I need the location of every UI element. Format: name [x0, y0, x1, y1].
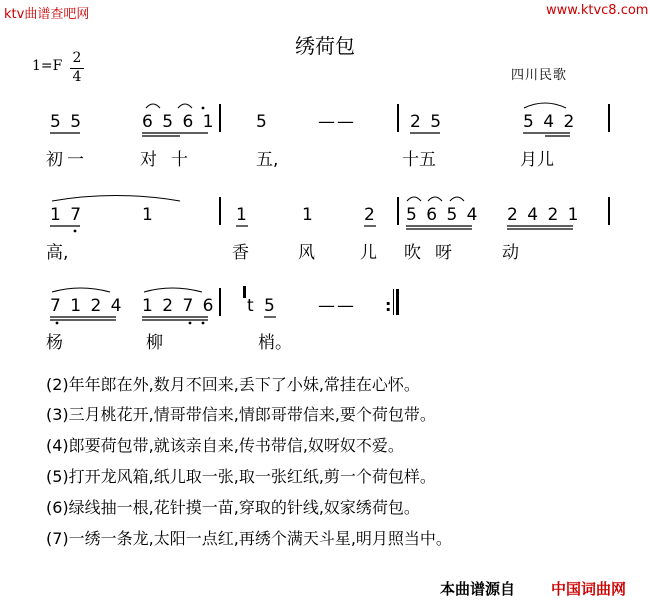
- note-group: 1: [142, 205, 155, 225]
- key-signature: 1=F: [32, 58, 63, 74]
- verse-line: (3)三月桃花开,情哥带信来,情郎哥带信来,要个荷包带。: [46, 405, 436, 424]
- verse-line: (5)打开龙风箱,纸儿取一张,取一张红纸,剪一个荷包样。: [46, 467, 436, 486]
- note-group: 2: [364, 205, 377, 225]
- watermark-left: ktv曲谱查吧网: [4, 7, 90, 22]
- footer-source-label: 本曲谱源自: [440, 580, 516, 598]
- note-group: 1: [236, 205, 249, 225]
- lyric: 高,: [46, 243, 69, 263]
- verse-line: (2)年年郎在外,数月不回来,丢下了小妹,常挂在心怀。: [46, 375, 420, 394]
- note-group: 5: [256, 112, 269, 132]
- note-group: 2 5: [410, 112, 444, 132]
- note-group: 1: [302, 205, 315, 225]
- time-signature-top: 2: [72, 50, 82, 66]
- song-title: 绣荷包: [295, 34, 355, 58]
- lyric: 十五: [402, 150, 436, 170]
- note-group: 5: [264, 296, 277, 316]
- verse-line: (6)绿线抽一根,花针摸一苗,穿取的针线,奴家绣荷包。: [46, 498, 420, 517]
- lyric: 柳: [146, 333, 163, 353]
- lyric: 儿: [360, 243, 377, 263]
- lyric: 杨: [46, 333, 63, 353]
- lyric: 对十: [140, 150, 202, 170]
- note-group: 5 4 2: [523, 112, 577, 132]
- note-group: 6 5 6 1: [142, 112, 216, 132]
- note-group: 5 5: [50, 112, 84, 132]
- verse-line: (4)郎要荷包带,就该亲自来,传书带信,奴呀奴不爱。: [46, 436, 404, 455]
- lyric: 梢。: [258, 333, 292, 353]
- lyric: 风: [298, 243, 315, 263]
- time-signature-bottom: 4: [72, 69, 82, 85]
- lyric: 月儿: [520, 150, 554, 170]
- note-group: 7 1 2 4: [50, 296, 124, 316]
- repeat-dots: :: [385, 296, 392, 315]
- watermark-right: www.ktvc8.com: [546, 3, 649, 18]
- footer-site-link[interactable]: 中国词曲网: [551, 580, 627, 598]
- note-group: 1 2 7 6: [142, 296, 216, 316]
- lyric: 初一: [46, 150, 88, 170]
- note-group: 1 7: [50, 205, 84, 225]
- lyric: 香: [232, 243, 249, 263]
- note-group: 5 6 5 4: [406, 205, 480, 225]
- lyric: 动: [502, 243, 519, 263]
- extension-dash: ——: [318, 296, 356, 316]
- lyric: 吹呀: [404, 243, 466, 263]
- extension-dash: ——: [318, 112, 356, 132]
- lyric: 五,: [256, 150, 279, 170]
- song-origin: 四川民歌: [511, 68, 568, 83]
- verse-line: (7)一绣一条龙,太阳一点红,再绣个满天斗星,明月照当中。: [46, 529, 452, 548]
- grace-note: t: [247, 296, 254, 316]
- note-group: 2 4 2 1: [507, 205, 581, 225]
